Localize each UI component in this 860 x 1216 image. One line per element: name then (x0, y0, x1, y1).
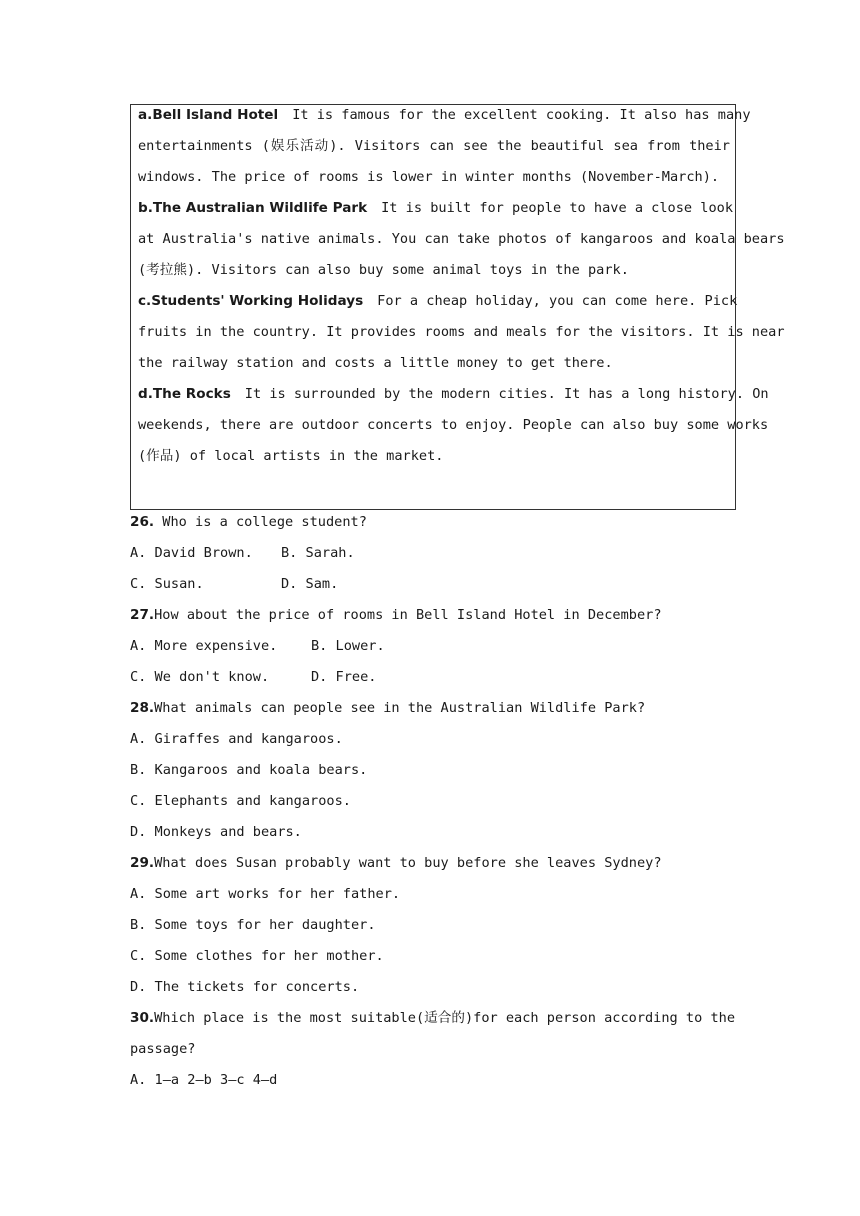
passage-a-line-2: entertainments (娱乐活动). Visitors can see the beautiful sea from their (138, 138, 730, 154)
passage-d-text-1: It is surrounded by the modern cities. It has a long history. On (244, 386, 769, 402)
passage-d-line-1 (138, 379, 769, 410)
question-30 (130, 1003, 736, 1034)
passage-b-line-2: at Australia's native animals. You can take photos of kangaroos and koala bears (138, 231, 785, 247)
passage-d-title: d.The Rocks (138, 386, 231, 402)
question-30-number: 30. (130, 1010, 155, 1026)
option-26-a: A. David Brown. (130, 545, 253, 561)
option-28-d: D. Monkeys and bears. (130, 824, 302, 840)
question-29-text: What does Susan probably want to buy before she leaves Sydney? (154, 855, 662, 871)
option-27-c: C. We don't know. (130, 669, 270, 685)
question-26-options-row-2 (130, 569, 339, 600)
option-28-a: A. Giraffes and kangaroos. (130, 731, 343, 747)
question-27-number: 27. (130, 607, 155, 623)
question-27-options-row-1 (130, 631, 385, 662)
passage-b-line-3: (考拉熊). Visitors can also buy some animal toys in the park. (138, 262, 629, 278)
passage-c-title: c.Students' Working Holidays (138, 293, 364, 309)
question-26-number: 26. (130, 514, 155, 530)
option-26-b: B. Sarah. (281, 545, 355, 561)
passage-b-title: b.The Australian Wildlife Park (138, 200, 368, 216)
question-27-options-row-2 (130, 662, 377, 693)
passage-a-line-1 (138, 100, 751, 131)
option-27-a: A. More expensive. (130, 638, 278, 654)
passage-c-line-2: fruits in the country. It provides rooms and meals for the visitors. It is near (138, 324, 785, 340)
option-26-c: C. Susan. (130, 576, 204, 592)
option-27-b: B. Lower. (311, 638, 385, 654)
passage-b-text-1: It is built for people to have a close look (381, 200, 734, 216)
passage-b-line-1 (138, 193, 734, 224)
option-29-c: C. Some clothes for her mother. (130, 948, 384, 964)
option-29-b: B. Some toys for her daughter. (130, 917, 376, 933)
question-26-options-row-1 (130, 538, 355, 569)
question-30-text-line-1: Which place is the most suitable(适合的)for each person according to the (154, 1010, 736, 1026)
passage-c-line-3: the railway station and costs a little money to get there. (138, 355, 613, 371)
option-29-d: D. The tickets for concerts. (130, 979, 360, 995)
passage-a-title: a.Bell Island Hotel (138, 107, 279, 123)
passage-a-line-3: windows. The price of rooms is lower in winter months (November-March). (138, 169, 720, 185)
option-28-c: C. Elephants and kangaroos. (130, 793, 351, 809)
option-26-d: D. Sam. (281, 576, 339, 592)
passage-a-text-1: It is famous for the excellent cooking. It also has many (292, 107, 751, 123)
option-27-d: D. Free. (311, 669, 377, 685)
passage-d-line-3: (作品) of local artists in the market. (138, 448, 444, 464)
passage-c-text-1: For a cheap holiday, you can come here. Pick (377, 293, 738, 309)
question-28 (130, 693, 645, 724)
question-27-text: How about the price of rooms in Bell Island Hotel in December? (154, 607, 662, 623)
question-26 (130, 507, 367, 538)
option-28-b: B. Kangaroos and koala bears. (130, 762, 368, 778)
question-30-text-line-2: passage? (130, 1041, 196, 1057)
question-28-number: 28. (130, 700, 155, 716)
question-28-text: What animals can people see in the Australian Wildlife Park? (154, 700, 646, 716)
question-26-text: Who is a college student? (162, 514, 367, 530)
option-30-a: A. 1—a 2—b 3—c 4—d (130, 1072, 278, 1088)
option-29-a: A. Some art works for her father. (130, 886, 401, 902)
question-29 (130, 848, 662, 879)
question-29-number: 29. (130, 855, 155, 871)
passage-d-line-2: weekends, there are outdoor concerts to enjoy. People can also buy some works (138, 417, 769, 433)
question-27 (130, 600, 662, 631)
passage-c-line-1 (138, 286, 738, 317)
